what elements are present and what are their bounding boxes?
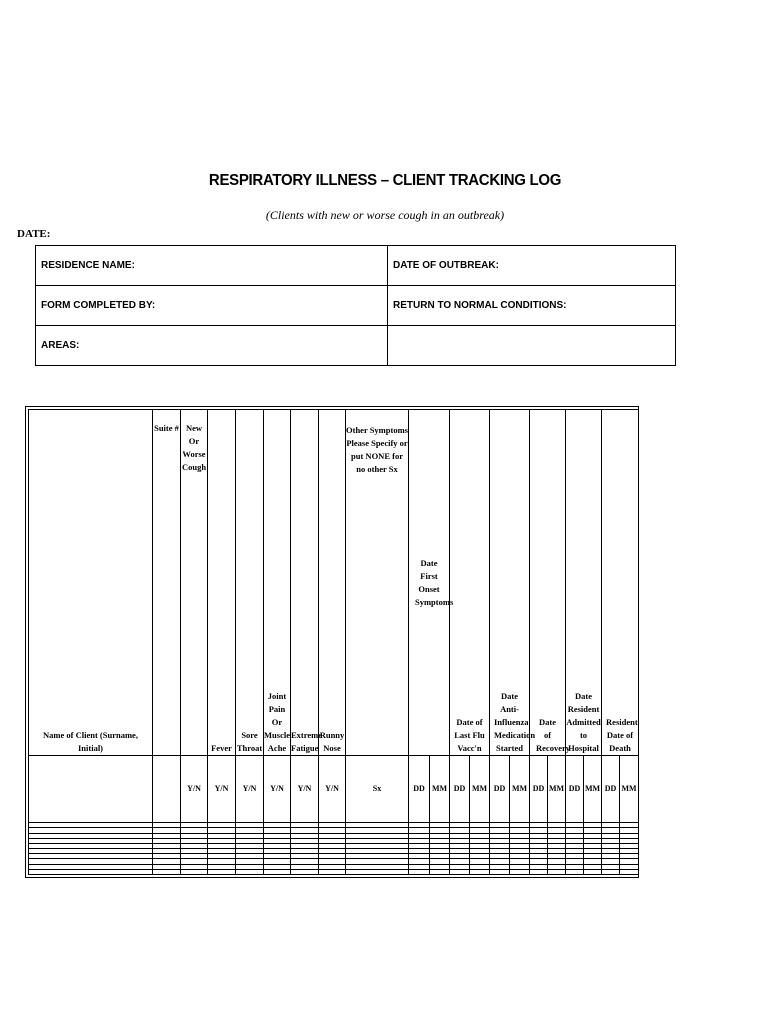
table-cell[interactable] [236, 869, 264, 874]
col-flu-header: Date of Last Flu Vacc'n [450, 410, 490, 756]
col-hospital-header: Date Resident Admitted to Hospital [566, 410, 602, 756]
areas-field[interactable]: AREAS: [36, 326, 388, 366]
table-cell[interactable] [153, 869, 181, 874]
col-name-sub [29, 756, 153, 823]
mm-label: MM [510, 756, 530, 823]
col-cough-header: New Or Worse Cough [181, 410, 208, 756]
yn-label: Y/N [291, 756, 319, 823]
mm-label: MM [430, 756, 450, 823]
yn-label: Y/N [208, 756, 236, 823]
col-sore-throat-header: Sore Throat [236, 410, 264, 756]
table-cell[interactable] [602, 869, 620, 874]
yn-label: Y/N [181, 756, 208, 823]
col-fatigue-header: Extreme Fatigue [291, 410, 319, 756]
table-cell[interactable] [264, 869, 291, 874]
areas-value-field[interactable] [388, 326, 676, 366]
col-suite-sub [153, 756, 181, 823]
dd-label: DD [490, 756, 510, 823]
table-cell[interactable] [430, 869, 450, 874]
table-row [29, 869, 639, 874]
return-to-normal-field[interactable]: RETURN TO NORMAL CONDITIONS: [388, 286, 676, 326]
form-completed-by-field[interactable]: FORM COMPLETED BY: [36, 286, 388, 326]
col-other-header [346, 410, 409, 756]
client-log [25, 406, 639, 878]
table-cell[interactable] [208, 869, 236, 874]
date-label: DATE: [17, 228, 51, 240]
table-cell[interactable] [490, 869, 510, 874]
table-cell[interactable] [29, 869, 153, 874]
table-cell[interactable] [470, 869, 490, 874]
col-suite-header: Suite # [153, 410, 181, 756]
table-cell[interactable] [346, 869, 409, 874]
col-onset-header: Date First Onset Symptoms [409, 410, 450, 756]
mm-label: MM [584, 756, 602, 823]
mm-label: MM [548, 756, 566, 823]
col-runny-header: Runny Nose [319, 410, 346, 756]
mm-label: MM [620, 756, 639, 823]
table-cell[interactable] [566, 869, 584, 874]
col-joint-header: Joint Pain Or Muscle Ache [264, 410, 291, 756]
info-table [35, 245, 676, 366]
col-recovery-header: Date of Recovery [530, 410, 566, 756]
table-cell[interactable] [548, 869, 566, 874]
form-subtitle: (Clients with new or worse cough in an outbreak) [265, 208, 505, 222]
client-log-table [28, 409, 639, 875]
yn-label: Y/N [236, 756, 264, 823]
table-cell[interactable] [409, 869, 430, 874]
dd-label: DD [602, 756, 620, 823]
yn-label: Y/N [319, 756, 346, 823]
residence-name-field[interactable]: RESIDENCE NAME: [36, 246, 388, 286]
table-cell[interactable] [530, 869, 548, 874]
yn-label: Y/N [264, 756, 291, 823]
table-cell[interactable] [181, 869, 208, 874]
table-cell[interactable] [584, 869, 602, 874]
col-antiflu-header: Date Anti-Influenza Medication Started [490, 410, 530, 756]
table-cell[interactable] [450, 869, 470, 874]
dd-label: DD [450, 756, 470, 823]
col-name-header: Name of Client (Surname, Initial) [29, 410, 153, 756]
form-title: RESPIRATORY ILLNESS – CLIENT TRACKING LOG [208, 171, 562, 190]
sx-label: Sx [346, 756, 409, 823]
dd-label: DD [566, 756, 584, 823]
col-fever-header: Fever [208, 410, 236, 756]
col-death-header: Resident Date of Death [602, 410, 639, 756]
log-rows [29, 823, 639, 875]
table-cell[interactable] [319, 869, 346, 874]
dd-label: DD [409, 756, 430, 823]
dd-label: DD [530, 756, 548, 823]
date-of-outbreak-field[interactable]: DATE OF OUTBREAK: [388, 246, 676, 286]
table-cell[interactable] [510, 869, 530, 874]
mm-label: MM [470, 756, 490, 823]
table-cell[interactable] [291, 869, 319, 874]
col-other-label: Other Symptoms Please Specify or put NONE for no other Sx [346, 425, 408, 474]
table-cell[interactable] [620, 869, 639, 874]
